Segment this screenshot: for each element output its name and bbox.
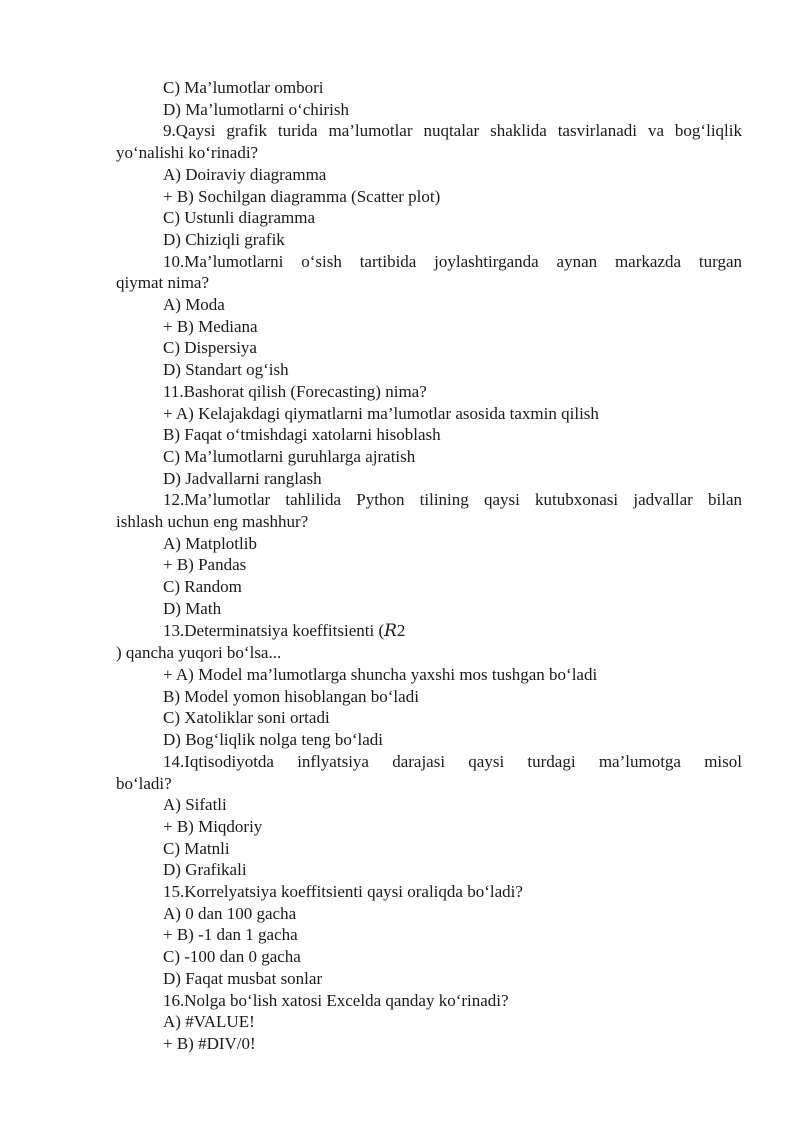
text-line: + B) Sochilgan diagramma (Scatter plot) [163,186,441,206]
question-line: 14.Iqtisodiyotda inflyatsiya darajasi qaysi turdagi ma’lumotga misol [163,751,742,771]
text-line: B) Faqat o‘tmishdagi xatolarni hisoblash [163,425,441,445]
question-text: 13.Determinatsiya koeffitsienti ( [163,620,385,640]
text-line: A) 0 dan 100 gacha [163,903,297,923]
question-line: 12.Ma’lumotlar tahlilida Python tilining qaysi kutubxonasi jadvallar bilan [163,490,742,510]
text-line: D) Chiziqli grafik [163,229,285,249]
text-line: + B) #DIV/0! [163,1033,256,1053]
question-line: 10.Ma’lumotlarni o‘sish tartibida joylashtirganda aynan markazda turgan [163,251,742,271]
question-continuation: bo‘ladi? [116,773,172,793]
text-line: D) Faqat musbat sonlar [163,968,323,988]
text-line: A) #VALUE! [163,1012,255,1032]
text-line: C) Random [163,577,242,597]
text-line: C) Ustunli diagramma [163,208,316,228]
text-line: D) Bog‘liqlik nolga teng bo‘ladi [163,730,384,750]
text-line: + B) Miqdoriy [163,816,263,836]
text-line: D) Math [163,598,222,618]
text-line: B) Model yomon hisoblangan bo‘ladi [163,686,419,706]
text-line: C) Dispersiya [163,338,257,358]
text-line: C) Ma’lumotlarni guruhlarga ajratish [163,446,416,466]
question-line: 9.Qaysi grafik turida ma’lumotlar nuqtalar shaklida tasvirlanadi va bog‘liqlik [163,121,742,141]
text-line: A) Moda [163,295,225,315]
text-line: + B) -1 dan 1 gacha [163,925,298,945]
quiz-content [116,77,742,1055]
text-line: D) Standart og‘ish [163,360,289,380]
text-line: 11.Bashorat qilish (Forecasting) nima? [163,381,427,401]
question-continuation: ishlash uchun eng mashhur? [116,512,309,532]
question-continuation: qiymat nima? [116,273,210,293]
text-line: A) Doiraviy diagramma [163,164,327,184]
text-line: C) Xatoliklar soni ortadi [163,708,330,728]
text-line: 15.Korrelyatsiya koeffitsienti qaysi oraliqda bo‘ladi? [163,882,523,902]
text-line: D) Ma’lumotlarni o‘chirish [163,99,350,119]
text-line: + B) Mediana [163,316,258,336]
text-line: C) Ma’lumotlar ombori [163,78,324,97]
question-line [116,620,742,643]
text-line: + A) Kelajakdagi qiymatlarni ma’lumotlar asosida taxmin qilish [163,403,599,423]
text-line: D) Grafikali [163,860,247,880]
text-line: C) -100 dan 0 gacha [163,947,301,967]
math-superscript: 2 [396,620,406,640]
question-continuation: yo‘nalishi ko‘rinadi? [116,143,259,163]
text-line: C) Matnli [163,838,230,858]
text-line: 16.Nolga bo‘lish xatosi Excelda qanday ko‘rinadi? [163,990,509,1010]
text-line: A) Sifatli [163,795,227,815]
text-line: + B) Pandas [163,555,247,575]
text-line: + A) Model ma’lumotlarga shuncha yaxshi mos tushgan bo‘ladi [163,664,598,684]
text-line: D) Jadvallarni ranglash [163,468,322,488]
question-continuation: ) qancha yuqori bo‘lsa... [116,643,282,663]
text-line: A) Matplotlib [163,533,257,553]
math-symbol: R [384,620,397,641]
